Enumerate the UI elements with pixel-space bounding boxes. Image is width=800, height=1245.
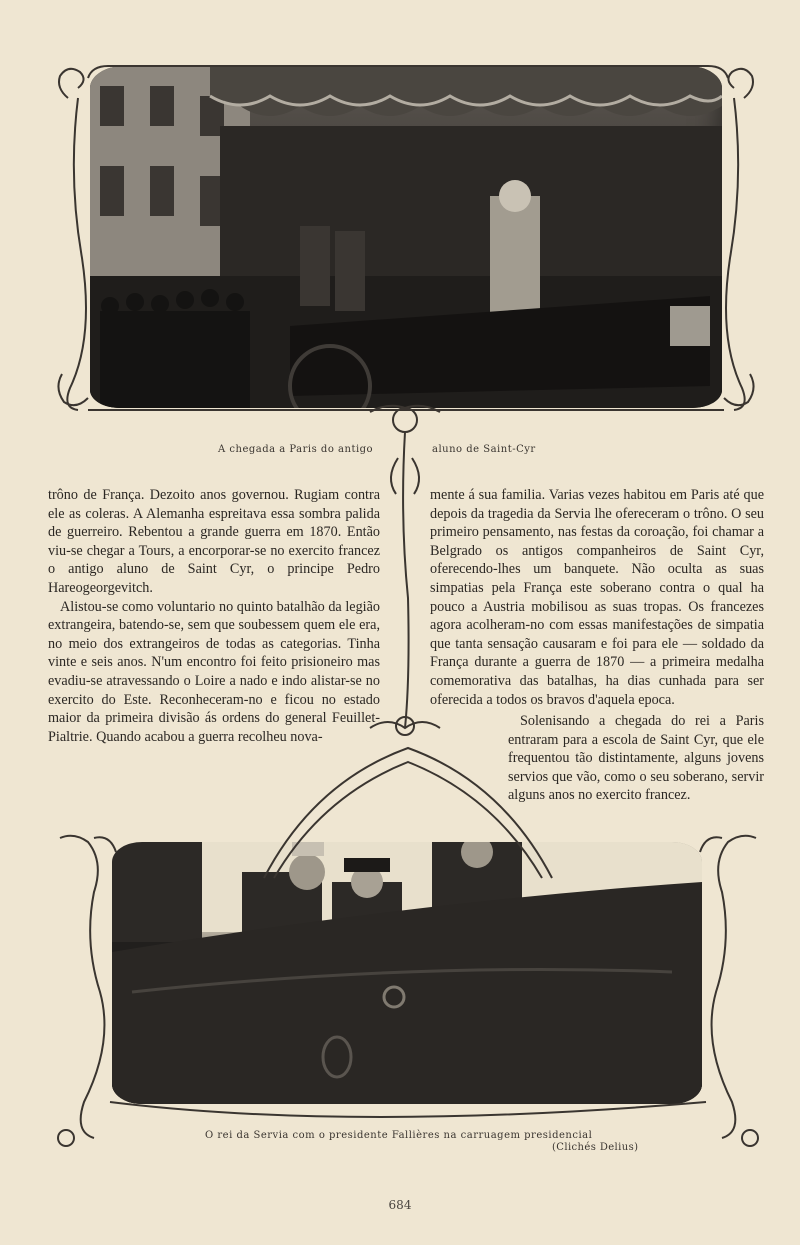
bottom-photo-scene — [112, 842, 702, 1104]
top-photo-scene — [90, 66, 722, 408]
top-photograph — [90, 66, 722, 408]
article-paragraph: Alistou-se como voluntario no quinto batalhão da legião extrangeira, batendo-se, sem que soubessem quem ele era, no meio dos extrangeiros de todas as categorias. Tinha vinte e seis anos. N'um encontro foi feito prisioneiro mas evadiu-se atravessando o Loire a nado e indo alistar-se no exercito do Este. Reconheceram-no e ficou no estado maior da primeira divisão ás ordens do general Feuillet-Pialtrie. Quando acabou a guerra recolheu nova- — [48, 598, 380, 745]
article-paragraph: trôno de França. Dezoito anos governou. Rugiam contra ele as coleras. A Alemanha espreitava essa sombra palida de guerreiro. Rebentou a grande guerra em 1870. Então viu-se chegar a Tours, a encorporar-se no exercito francez o antigo aluno de Saint Cyr, o principe Pedro Hareogeorgevitch. — [48, 487, 380, 596]
top-photo-caption-left: A chegada a Paris do antigo — [218, 444, 374, 455]
photo-credit: (Clichés Delius) — [552, 1142, 639, 1153]
page-number: 684 — [388, 1198, 412, 1212]
bottom-photo-caption: O rei da Servia com o presidente Fallières na carruagem presidencial — [205, 1130, 593, 1141]
article-paragraph: mente á sua familia. Varias vezes habitou em Paris até que depois da tragedia da Servia lhe ofereceram o trôno. O seu primeiro pensamento, nas festas da coroação, foi chamar a Belgrado os antigos companheiros de Saint Cyr, oferecendo-lhes um banquete. Não oculta as suas simpatias pela França este soberano contra o qual ha pouco a Austria mobilisou as suas tropas. Os francezes agora acolheram-no com essas manifestações de simpatia que tanta sensação causaram e foi para ele — soldado da França durante a guerra de 1870 — a primeira medalha comemorativa das batalhas, ha dias cunhada para ser oferecida a todos os bravos d'aquela epoca. — [430, 487, 764, 708]
bottom-photograph — [112, 842, 702, 1104]
article-paragraph: Solenisando a chegada do rei a Paris entraram para a escola de Saint Cyr, que ele frequentou tão distintamente, alguns jovens servios que vão, como o seu soberano, servir alguns anos no exercito francez. — [508, 713, 764, 804]
article-column-left — [48, 486, 380, 746]
article-column-right-lower — [508, 712, 764, 805]
article-column-right — [430, 486, 764, 709]
top-photo-caption-right: aluno de Saint-Cyr — [432, 444, 536, 455]
